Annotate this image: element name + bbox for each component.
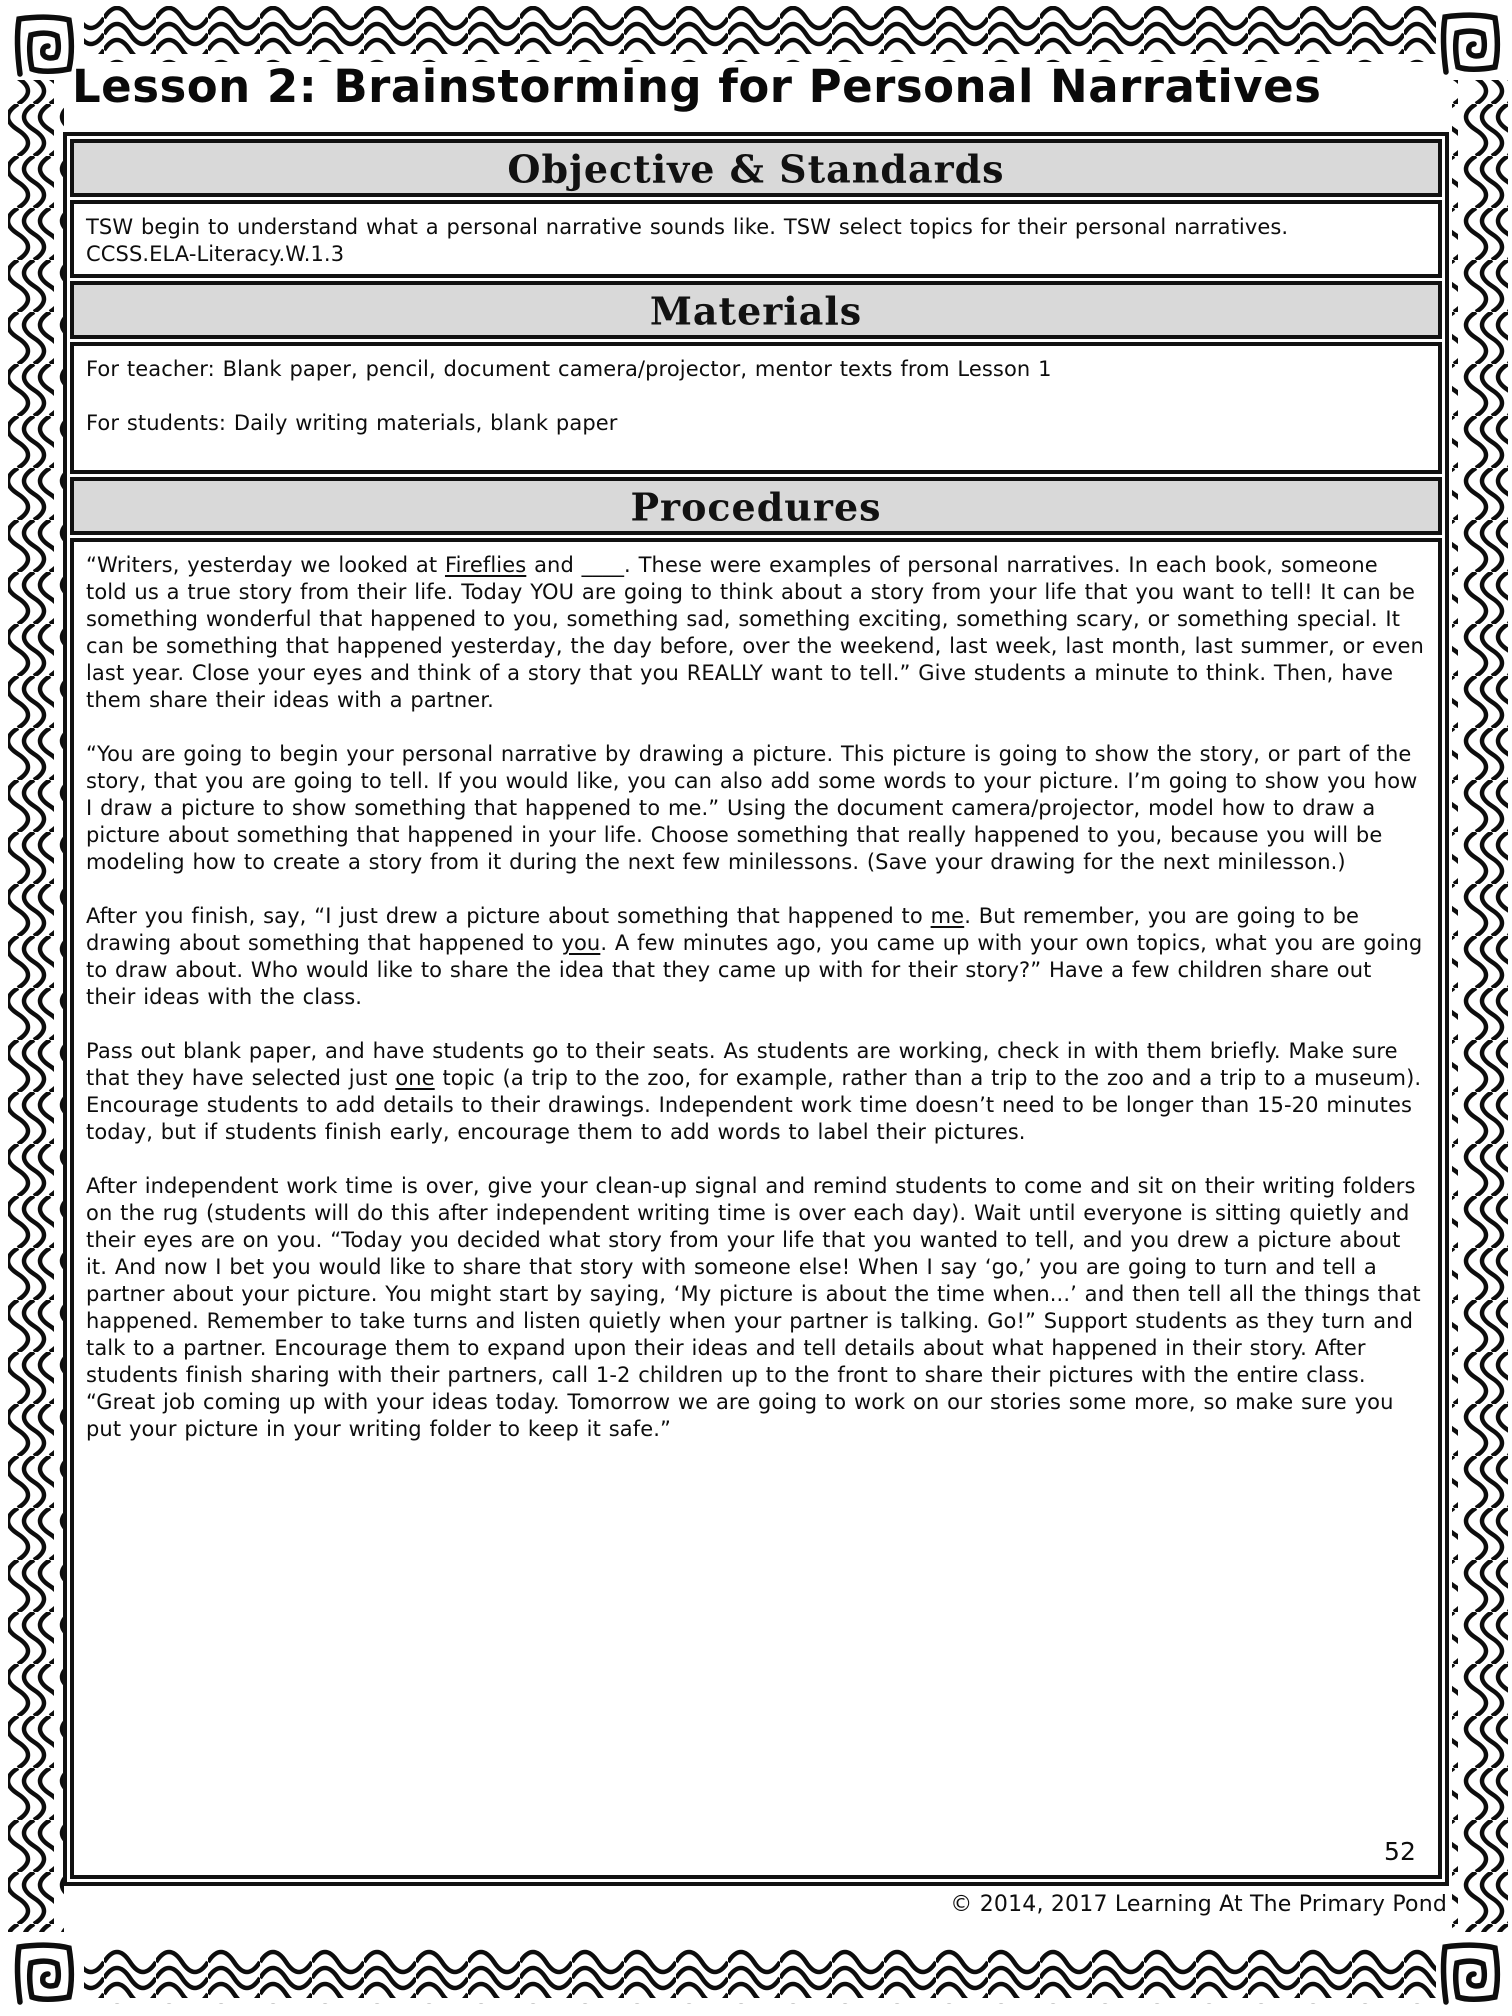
- copyright-notice: © 2014, 2017 Learning At The Primary Pond: [950, 1892, 1447, 1917]
- objective-body: [70, 200, 1442, 278]
- objective-text: [86, 214, 1424, 268]
- paragraph: After you finish, say, “I just drew a picture about something that happened to me. But remember, you are going to be drawing about something that happened to you. A few minutes ago, you came up with your own topics, what you are going to draw about. Who would like to share the idea that they came up with for their story?” Have a few children share out their ideas with the class.: [86, 904, 1423, 1009]
- page-number: 52: [1383, 1837, 1416, 1866]
- paragraph: “Writers, yesterday we looked at Fireflies and ____. These were examples of personal narratives. In each book, someone told us a true story from their life. Today YOU are going to think about a story from your life that you want to tell! It can be something wonderful that happened to you, something sad, something exciting, something scary, or something special. It can be something that happened yesterday, the day before, over the weekend, last week, last month, last summer, or even last year. Close your eyes and think of a story that you REALLY want to tell.” Give students a minute to think. Then, have them share their ideas with a partner.: [86, 553, 1424, 712]
- materials-text: [86, 356, 1424, 437]
- paragraph: After independent work time is over, give your clean-up signal and remind students to come and sit on their writing folders on the rug (students will do this after independent writing time is over each day). Wait until everyone is sitting quietly and their eyes are on you. “Today you decided what story from your life that you wanted to tell, and you drew a picture about it. And now I bet you would like to share that story with someone else! When I say ‘go,’ you are going to turn and tell a partner about your picture. You might start by saying, ‘My picture is about the time when...’ and then tell all the things that happened. Remember to take turns and listen quietly when your partner is talking. Go!” Support students as they turn and talk to a partner. Encourage them to expand upon their ideas and tell details about what happened in their story. After students finish sharing with their partners, call 1-2 children up to the front to share their pictures with the entire class. “Great job coming up with your ideas today. Tomorrow we are going to work on our stories some more, so make sure you put your picture in your writing folder to keep it safe.”: [86, 1174, 1421, 1441]
- materials-body: [70, 342, 1442, 474]
- paragraph: For teacher: Blank paper, pencil, document camera/projector, mentor texts from Lesson 1: [86, 357, 1052, 381]
- section-header-procedures: [70, 477, 1442, 535]
- paragraph: Pass out blank paper, and have students go to their seats. As students are working, check in with them briefly. Make sure that they have selected just one topic (a trip to the zoo, for example, rather than a trip to the zoo and a trip to a museum). Encourage students to add details to their drawings. Independent work time doesn’t need to be longer than 15-20 minutes today, but if students finish early, encourage them to add words to label their pictures.: [86, 1039, 1422, 1144]
- procedures-body: [70, 538, 1442, 1879]
- section-header-objective: [70, 139, 1442, 197]
- paragraph: CCSS.ELA-Literacy.W.1.3: [86, 242, 345, 266]
- paragraph: TSW begin to understand what a personal narrative sounds like. TSW select topics for their personal narratives.: [86, 215, 1289, 239]
- section-header-label: Materials: [649, 287, 863, 333]
- paragraph: “You are going to begin your personal narrative by drawing a picture. This picture is going to show the story, or part of the story, that you are going to tell. If you would like, you can also add some words to your picture. I’m going to show you how I draw a picture to show something that happened to me.” Using the document camera/projector, model how to draw a picture about something that happened in your life. Choose something that really happened to you, because you will be modeling how to create a story from it during the next few minilessons. (Save your drawing for the next minilesson.): [86, 742, 1418, 874]
- lesson-plan-body: [63, 132, 1449, 1886]
- section-header-label: Procedures: [630, 483, 882, 529]
- procedures-text: [86, 552, 1424, 1470]
- paragraph: For students: Daily writing materials, blank paper: [86, 411, 618, 435]
- section-header-materials: [70, 281, 1442, 339]
- section-header-label: Objective & Standards: [507, 145, 1005, 191]
- page-title: Lesson 2: Brainstorming for Personal Narratives: [72, 60, 1322, 113]
